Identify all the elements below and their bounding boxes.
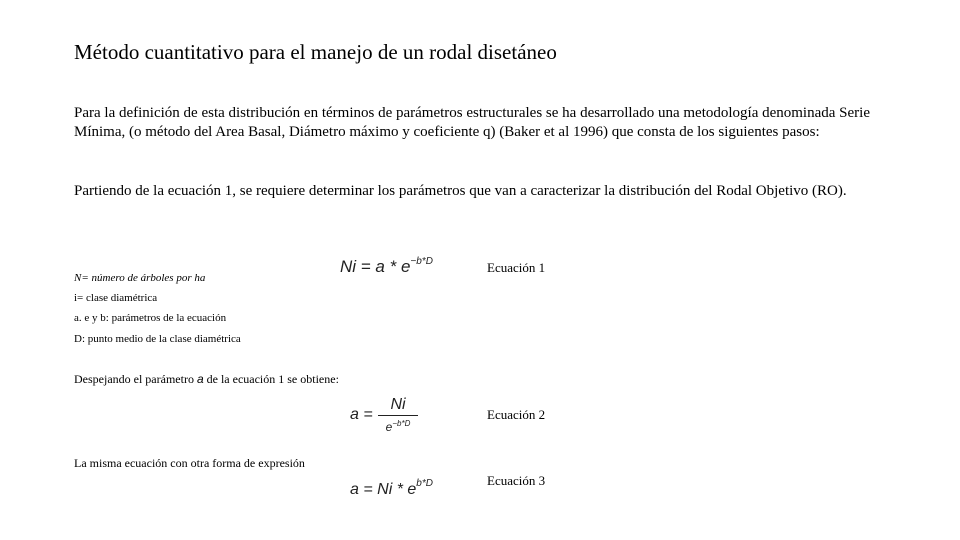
equation-1-base: Ni = a * e (340, 257, 411, 276)
equation-2-numerator: Ni (390, 396, 406, 413)
definition-d: D: punto medio de la clase diamétrica (74, 333, 241, 345)
equation-1-exponent: −b*D (410, 256, 433, 267)
definition-n: N= número de árboles por ha (74, 272, 206, 284)
intro-paragraph: Para la definición de esta distribución en términos de parámetros estructurales se ha desarrollado una metodología denominada Serie Mínima, (o método del Area Basal, Diámetro máximo y coeficiente q) (Baker et al 1996) que consta de los siguientes pasos: (74, 105, 870, 140)
equation-1-formula (340, 256, 433, 277)
equation-2-exponent: −b*D (392, 419, 411, 428)
equation-2-fraction (378, 396, 418, 434)
equation-2-denominator (378, 417, 418, 434)
equation-3-formula (350, 478, 433, 499)
alternate-form-text: La misma ecuación con otra forma de expresión (74, 456, 305, 470)
fraction-bar (378, 415, 418, 416)
page-title: Método cuantitativo para el manejo de un rodal disetáneo (74, 40, 557, 64)
equation-2-label: Ecuación 2 (487, 407, 546, 422)
despejando-after: de la ecuación 1 se obtiene: (203, 372, 339, 386)
step-paragraph: Partiendo de la ecuación 1, se requiere determinar los parámetros que van a caracterizar la distribución del Rodal Objetivo (RO). (74, 183, 847, 199)
equation-1-label: Ecuación 1 (487, 260, 546, 275)
equation-2-base: e (385, 420, 393, 434)
equation-2-lhs: a = (350, 406, 373, 423)
definition-a-b: a. e y b: parámetros de la ecuación (74, 312, 227, 324)
despejando-before: Despejando el parámetro (74, 372, 197, 386)
equation-3-base: a = Ni * e (350, 481, 417, 498)
equation-3-label: Ecuación 3 (487, 473, 546, 488)
definition-i: i= clase diamétrica (74, 292, 158, 304)
equation-3-exponent: b*D (416, 478, 433, 489)
despejando-variable: a (196, 372, 204, 386)
despejando-text (74, 372, 339, 387)
